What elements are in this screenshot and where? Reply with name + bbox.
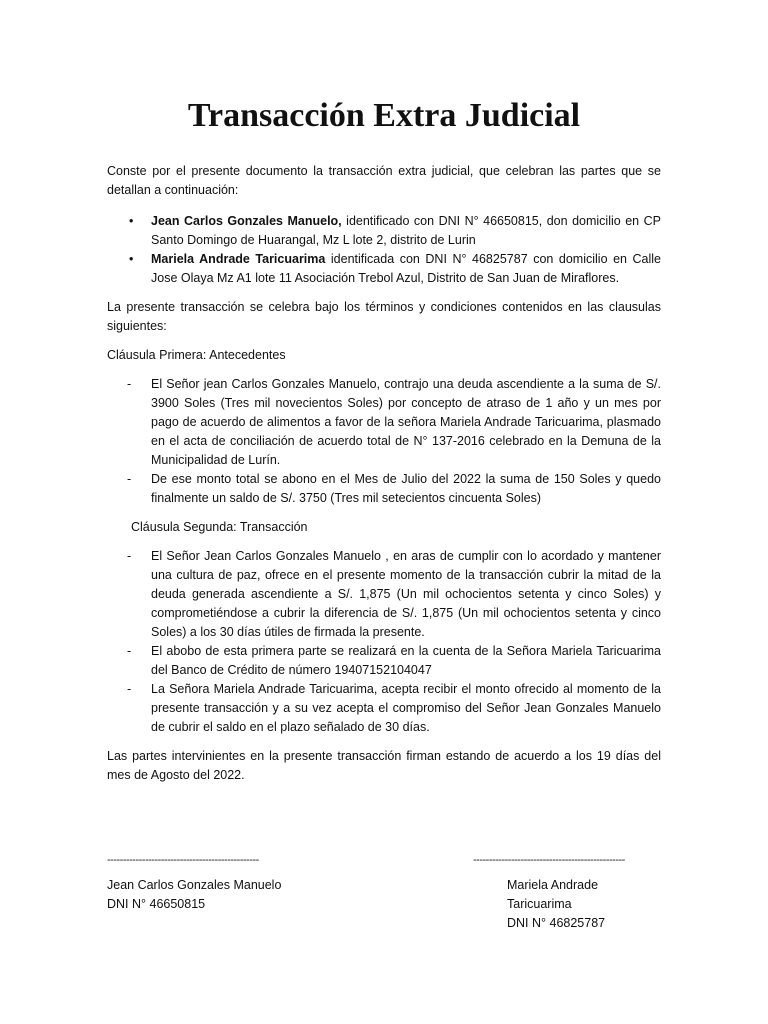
document-title: Transacción Extra Judicial — [187, 97, 581, 134]
terms-intro-paragraph: La presente transacción se celebra bajo los términos y condiciones contenidos en las clausulas siguientes: — [107, 300, 661, 333]
clause-2-item-text: La Señora Mariela Andrade Taricuarima, acepta recibir el monto ofrecido al momento de la presente transacción y a su vez acepta el compromiso del Señor Jean Gonzales Manuelo de cubrir el saldo en el plazo señalado de 30 días. — [151, 682, 661, 734]
clause-1-item — [107, 470, 661, 508]
clause-2-heading: Cláusula Segunda: Transacción — [131, 520, 308, 534]
party-name: Jean Carlos Gonzales Manuelo, — [151, 214, 342, 228]
signature-block-right — [473, 850, 661, 933]
party-details: identificado con DNI N° 46650815, don domicilio en CP Santo Domingo de Huarangal, Mz L lote 2, distrito de Lurin — [151, 214, 661, 247]
signer-dni: DNI N° 46650815 — [107, 897, 206, 911]
clause-1-heading: Cláusula Primera: Antecedentes — [107, 348, 286, 362]
clause-2-item-text: El abobo de esta primera parte se realizará en la cuenta de la Señora Mariela Taricuarima del Banco de Crédito de número 19407152104047 — [151, 644, 661, 677]
signer-dni: DNI N° 46825787 — [507, 916, 606, 930]
clause-1-item-text: De ese monto total se abono en el Mes de Julio del 2022 la suma de 150 Soles y quedo finalmente un saldo de S/. 3750 (Tres mil setecientos cincuenta Soles) — [151, 472, 661, 505]
signature-line: ------------------------------------------------ — [473, 854, 625, 866]
clause-2-item — [107, 680, 661, 737]
clause-2-list — [107, 547, 661, 737]
signer-name: Jean Carlos Gonzales Manuelo — [107, 878, 282, 892]
party-details: identificada con DNI N° 46825787 con domicilio en Calle Jose Olaya Mz A1 lote 11 Asociación Trebol Azul, Distrito de San Juan de Miraflores. — [151, 252, 661, 285]
party-item — [107, 212, 661, 250]
signer-name: Mariela Andrade Taricuarima — [507, 878, 599, 911]
signature-block-left — [107, 850, 281, 914]
bullet-icon: • — [129, 214, 134, 228]
party-name: Mariela Andrade Taricuarima — [151, 252, 326, 266]
clause-1-list — [107, 375, 661, 508]
signature-line: ------------------------------------------------ — [107, 854, 259, 866]
clause-2-item-text: El Señor Jean Carlos Gonzales Manuelo , en aras de cumplir con lo acordado y mantener una cultura de paz, ofrece en el presente momento de la transacción cubrir la mitad de la deuda generada ascendiente a S/. 1,875 (Un mil ochocientos setenta y cinco Soles) y comprometiéndose a cubrir la diferencia de S/. 1,875 (Un mil ochocientos setenta y cinco Soles) a los 30 días útiles de firmada la presente. — [151, 549, 661, 639]
closing-paragraph: Las partes intervinientes en la presente transacción firman estando de acuerdo a los 19 días del mes de Agosto del 2022. — [107, 749, 661, 782]
clause-2-item — [107, 547, 661, 642]
bullet-icon: • — [129, 252, 134, 266]
signature-section — [107, 850, 661, 930]
party-item — [107, 250, 661, 288]
dash-icon: - — [127, 472, 132, 486]
dash-icon: - — [127, 682, 132, 696]
clause-1-item — [107, 375, 661, 470]
dash-icon: - — [127, 377, 132, 391]
dash-icon: - — [127, 644, 132, 658]
intro-paragraph: Conste por el presente documento la transacción extra judicial, que celebran las partes que se detallan a continuación: — [107, 164, 661, 197]
clause-2-item — [107, 642, 661, 680]
clause-1-item-text: El Señor jean Carlos Gonzales Manuelo, contrajo una deuda ascendiente a la suma de S/. 3900 Soles (Tres mil novecientos Soles) por concepto de atraso de 1 año y un mes por pago de acuerdo de alimentos a favor de la señora Mariela Andrade Taricuarima, plasmado en el acta de conciliación de acuerdo total de N° 137-2016 celebrado en la Demuna de la Municipalidad de Lurín. — [151, 377, 661, 467]
parties-list — [107, 212, 661, 288]
dash-icon: - — [127, 549, 132, 563]
